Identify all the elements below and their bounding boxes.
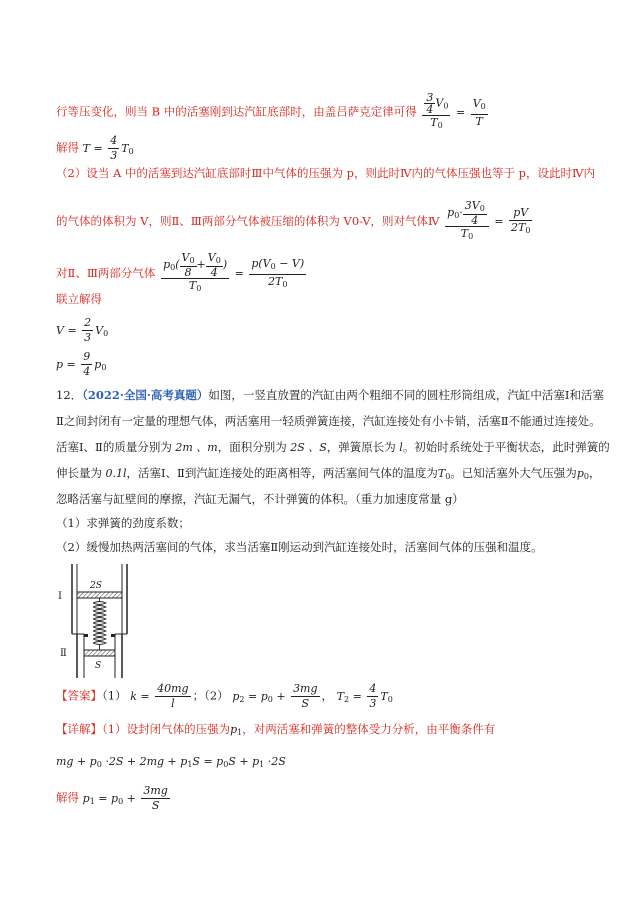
- problem-text-4d: ，: [588, 466, 601, 480]
- problem-text-3c: ，弹簧原长为: [326, 440, 396, 454]
- spring-length: l: [395, 441, 403, 454]
- mass-values: 2m 、m: [171, 441, 218, 454]
- extension-value: 0.1l: [102, 467, 127, 480]
- answer-tag: 【答案】: [56, 688, 102, 703]
- text-gay-lussac-intro: 行等压变化，则当 B 中的活塞刚到达汽缸底部时，由盖吕萨克定律可得: [56, 104, 417, 119]
- pressure-p1: $p_1$: [230, 723, 243, 737]
- equation-p1: $p_1 = p_0$ + $\frac{3mg}{S}$: [82, 784, 168, 812]
- problem-text-3b: ，面积分别为: [217, 440, 287, 454]
- text-gas-ii-iii-intro: 对Ⅱ、Ⅲ两部分气体: [56, 266, 156, 280]
- detail-line: [56, 720, 495, 742]
- text-solve-label: 解得: [56, 140, 79, 155]
- temp-t0: $T_0$: [437, 467, 451, 481]
- detail-solve-label: 解得: [56, 790, 79, 805]
- problem-text-4c: 。已知活塞外大气压强为: [450, 466, 577, 480]
- answer-k: k = $\frac{40mg}{l}$: [130, 682, 189, 710]
- pressure-p0: $p_0$: [576, 467, 589, 481]
- answer-t2: $T_2$ = $\frac{4}{3}$ $T_0$: [336, 682, 393, 710]
- area-values: 2S 、S: [286, 441, 327, 454]
- detail-solve-line: [56, 784, 172, 813]
- text-line-gay-lussac: [56, 92, 490, 133]
- problem-text-4a: 伸长量为: [56, 466, 102, 480]
- problem-text-4b: ，活塞Ⅰ、Ⅱ到汽缸连接处的距离相等，两活塞间气体的温度为: [126, 466, 438, 480]
- text-line-part2-a: （2）设当 A 中的活塞到达汽缸底部时Ⅲ中气体的压强为 p，则此时Ⅳ内的气体压强也等于 p，设此时Ⅳ内: [56, 166, 596, 180]
- equation-p-result: p = $\frac{9}{4}$ $p_0$: [56, 350, 107, 378]
- answer-separator: ；（2）: [192, 688, 229, 703]
- answer-line: [56, 682, 393, 711]
- label-bottom-area: S: [95, 661, 102, 671]
- answer-comma: ，: [321, 688, 334, 703]
- equation-balance: mg + $p_0 \cdot 2S + 2mg + p_1S = p_0S + p_1 \cdot 2S$: [56, 755, 286, 769]
- answer-part1-label: （1）: [102, 688, 127, 703]
- equation-v-result: V = $\frac{2}{3}$ $V_0$: [56, 316, 109, 344]
- equation-t: T = $\frac{4}{3}$ $T_0$: [82, 134, 134, 162]
- text-line-solve-t: [56, 134, 134, 163]
- detail-tag: 【详解】: [56, 722, 102, 736]
- question-2: （2）缓慢加热两活塞间的气体，求当活塞Ⅱ刚运动到汽缸连接处时，活塞间气体的压强和温度。: [56, 540, 543, 554]
- equation-gas-ii-iii: $p_0$( $\frac{V_0}{8}$ + $\frac{V_0}{4}$ ) $T_0$ = $\frac{p(V_0 - V)}{2T_0}$: [163, 251, 305, 293]
- problem-text-1: 如图，一竖直放置的汽缸由两个粗细不同的圆柱形筒组成，汽缸中活塞Ⅰ和活塞: [208, 388, 604, 402]
- question-1: （1）求弹簧的劲度系数；: [56, 516, 190, 530]
- problem-12-line5: 忽略活塞与缸壁间的摩擦，汽缸无漏气，不计弹簧的体积。（重力加速度常量 g）: [56, 492, 464, 506]
- cylinder-diagram: [50, 562, 140, 682]
- label-piston-1: Ⅰ: [58, 591, 62, 602]
- label-top-area: 2S: [90, 581, 102, 591]
- text-line-part2-b: [56, 200, 534, 244]
- problem-number: 12．: [56, 388, 83, 402]
- problem-12-line1: [56, 386, 604, 404]
- problem-12-line3: [56, 438, 610, 457]
- label-piston-2: Ⅱ: [60, 648, 67, 659]
- equation-gay-lussac: $\frac{3}{4}$ $V_0$ $T_0$ = $\frac{V_0}{T}$: [420, 106, 489, 119]
- spring-icon: [93, 598, 106, 650]
- problem-text-3a: 活塞Ⅰ、Ⅱ的质量分别为: [56, 440, 172, 454]
- detail-text-b: ，对两活塞和弹簧的整体受力分析，由平衡条件有: [242, 722, 496, 736]
- problem-text-3d: 。初始时系统处于平衡状态，此时弹簧的: [402, 440, 610, 454]
- equation-gas-iv: $p_0\cdot$ $\frac{3V_0}{4}$ $T_0$ = $\frac{pV}{2T_0}$: [447, 199, 531, 241]
- detail-text-a: （1）设封闭气体的压强为: [102, 722, 231, 736]
- problem-12-line2: Ⅱ之间封闭有一定量的理想气体，两活塞用一轻质弹簧连接，汽缸连接处有小卡销，活塞Ⅱ不能通过连接处。: [56, 414, 601, 428]
- text-gas-iv-intro: 的气体的体积为 V，则Ⅱ、Ⅲ两部分气体被压缩的体积为 V0-V，则对气体Ⅳ: [56, 214, 440, 228]
- problem-source: （2022·全国·高考真题）: [82, 388, 209, 402]
- text-combine-label: 联立解得: [56, 292, 102, 306]
- answer-p2: $p_2 = p_0$ + $\frac{3mg}{S}$: [232, 682, 318, 710]
- problem-12-line4: [56, 464, 600, 486]
